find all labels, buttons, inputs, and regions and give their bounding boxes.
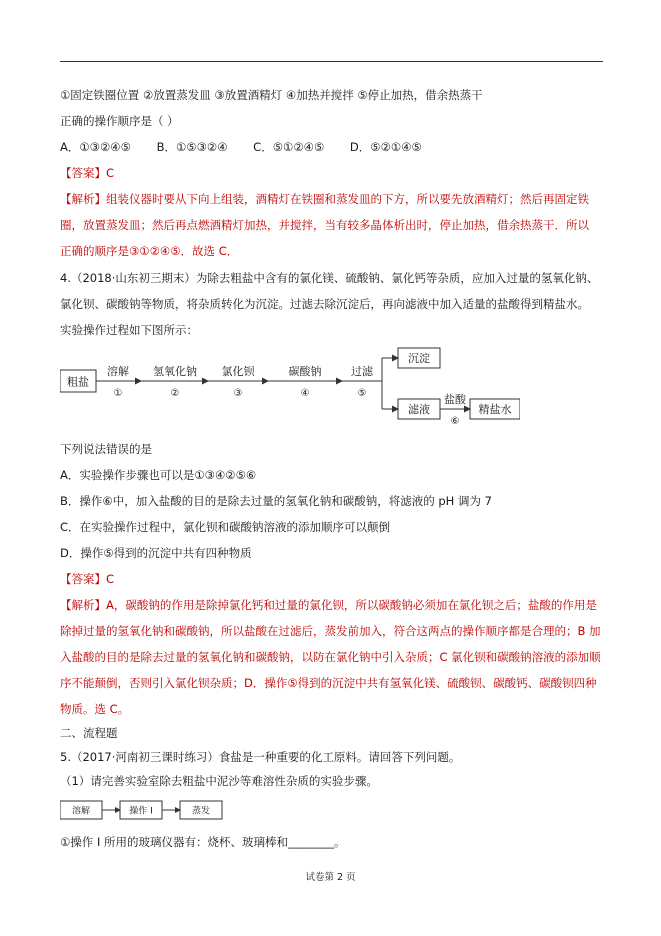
- label-brine: 精盐水: [478, 403, 512, 416]
- q3-option-c: C．⑤①②④⑤: [253, 140, 325, 154]
- q3-option-a: A．①③②④⑤: [60, 140, 131, 154]
- q4-answer: 【答案】C: [60, 572, 115, 586]
- num-step-1: ①: [113, 388, 123, 399]
- num-step-4: ④: [300, 388, 310, 399]
- q3-options: [60, 139, 444, 155]
- q3-explanation-3: 正确的顺序是③①②④⑤．故选 C．: [60, 244, 239, 258]
- label-step-4: 碳酸钠: [288, 365, 322, 378]
- label-step-5: 过滤: [351, 365, 373, 378]
- q4-question: 下列说法错误的是: [60, 442, 152, 456]
- q4-option-b: B．操作⑥中，加入盐酸的目的是除去过量的氢氧化钠和碳酸钠，将滤液的 pH 调为 7: [60, 494, 492, 508]
- section-heading: 二、流程题: [60, 726, 118, 740]
- label-crude-salt: 粗盐: [67, 375, 89, 389]
- q5-stem-2: （1）请完善实验室除去粗盐中泥沙等难溶性杂质的实验步骤。: [60, 774, 378, 788]
- q4-explanation-2: 除掉过量的氢氧化钠和碳酸钠，所以盐酸在过滤后，蒸发前加入，符合这两点的操作顺序都是合理的；B 加: [60, 624, 601, 638]
- label-step-2: 氢氧化钠: [153, 365, 197, 378]
- q4-option-a: A．实验操作步骤也可以是①③④②⑤⑥: [60, 468, 257, 482]
- q4-explanation-5: 物质。选 C。: [60, 702, 130, 716]
- num-step-6: ⑥: [450, 416, 460, 427]
- q4-option-d: D．操作⑤得到的沉淀中共有四种物质: [60, 546, 252, 560]
- q5-subquestion-1: ①操作 I 所用的玻璃仪器有：烧杯、玻璃棒和________。: [60, 835, 346, 849]
- num-step-5: ⑤: [357, 388, 367, 399]
- label-step-3: 氯化钡: [221, 365, 255, 378]
- process-flow-diagram: [60, 340, 520, 440]
- label-step-1: 溶解: [107, 365, 129, 378]
- label-acid: 盐酸: [444, 393, 466, 406]
- q4-explanation-1: 【解析】A，碳酸钠的作用是除掉氯化钙和过量的氯化钡，所以碳酸钠必须加在氯化钡之后；盐酸的作用是: [60, 598, 597, 612]
- label-filtrate: 滤液: [408, 403, 430, 416]
- q4-option-c: C．在实验操作过程中，氯化钡和碳酸钠溶液的添加顺序可以颠倒: [60, 520, 391, 534]
- q3-option-b: B．①⑤③②④: [156, 140, 228, 154]
- num-step-2: ②: [170, 388, 180, 399]
- q4-explanation-4: 序不能颠倒，否则引入氯化钡杂质；D．操作⑤得到的沉淀中共有氢氧化镁、硫酸钡、碳酸钙、碳酸钡四种: [60, 676, 597, 690]
- header-rule: [60, 61, 603, 62]
- q4-stem-2: 氯化钡、碳酸钠等物质，将杂质转化为沉淀。过滤去除沉淀后，再向滤液中加入适量的盐酸得到精盐水。: [60, 297, 589, 311]
- label-operation-1: 操作 I: [129, 806, 153, 817]
- q3-answer: 【答案】C: [60, 166, 115, 180]
- label-dissolve: 溶解: [71, 806, 91, 817]
- q3-explanation-2: 圈，放置蒸发皿；然后再点燃酒精灯加热，并搅拌，当有较多晶体析出时，停止加热，借余热蒸干．所以: [60, 218, 589, 232]
- q4-stem-3: 实验操作过程如下图所示：: [60, 323, 198, 337]
- q3-option-d: D．⑤②①④⑤: [349, 140, 422, 154]
- q4-explanation-3: 入盐酸的目的是除去过量的氢氧化钠和碳酸钠，以防在氯化钠中引入杂质；C 氯化钡和碳酸钠溶液的添加顺: [60, 650, 601, 664]
- process-flow-diagram-2: [60, 799, 260, 821]
- q4-stem-1: 4.（2018·山东初三期末）为除去粗盐中含有的氯化镁、硫酸钠、氯化钙等杂质，应加入过量的氢氧化钠、: [60, 271, 599, 285]
- q3-steps: ①固定铁圈位置 ②放置蒸发皿 ③放置酒精灯 ④加热并搅拌 ⑤停止加热，借余热蒸干: [60, 88, 483, 102]
- q3-prompt: 正确的操作顺序是（ ）: [60, 114, 179, 128]
- label-precipitate: 沉淀: [408, 352, 430, 365]
- page-footer: 试卷第 2 页: [305, 872, 356, 883]
- label-evaporate: 蒸发: [191, 806, 211, 817]
- num-step-3: ③: [233, 388, 243, 399]
- q5-stem-1: 5.（2017·河南初三课时练习）食盐是一种重要的化工原料。请回答下列问题。: [60, 750, 461, 764]
- q3-explanation-1: 【解析】组装仪器时要从下向上组装，酒精灯在铁圈和蒸发皿的下方，所以要先放酒精灯；然后再固定铁: [60, 192, 589, 206]
